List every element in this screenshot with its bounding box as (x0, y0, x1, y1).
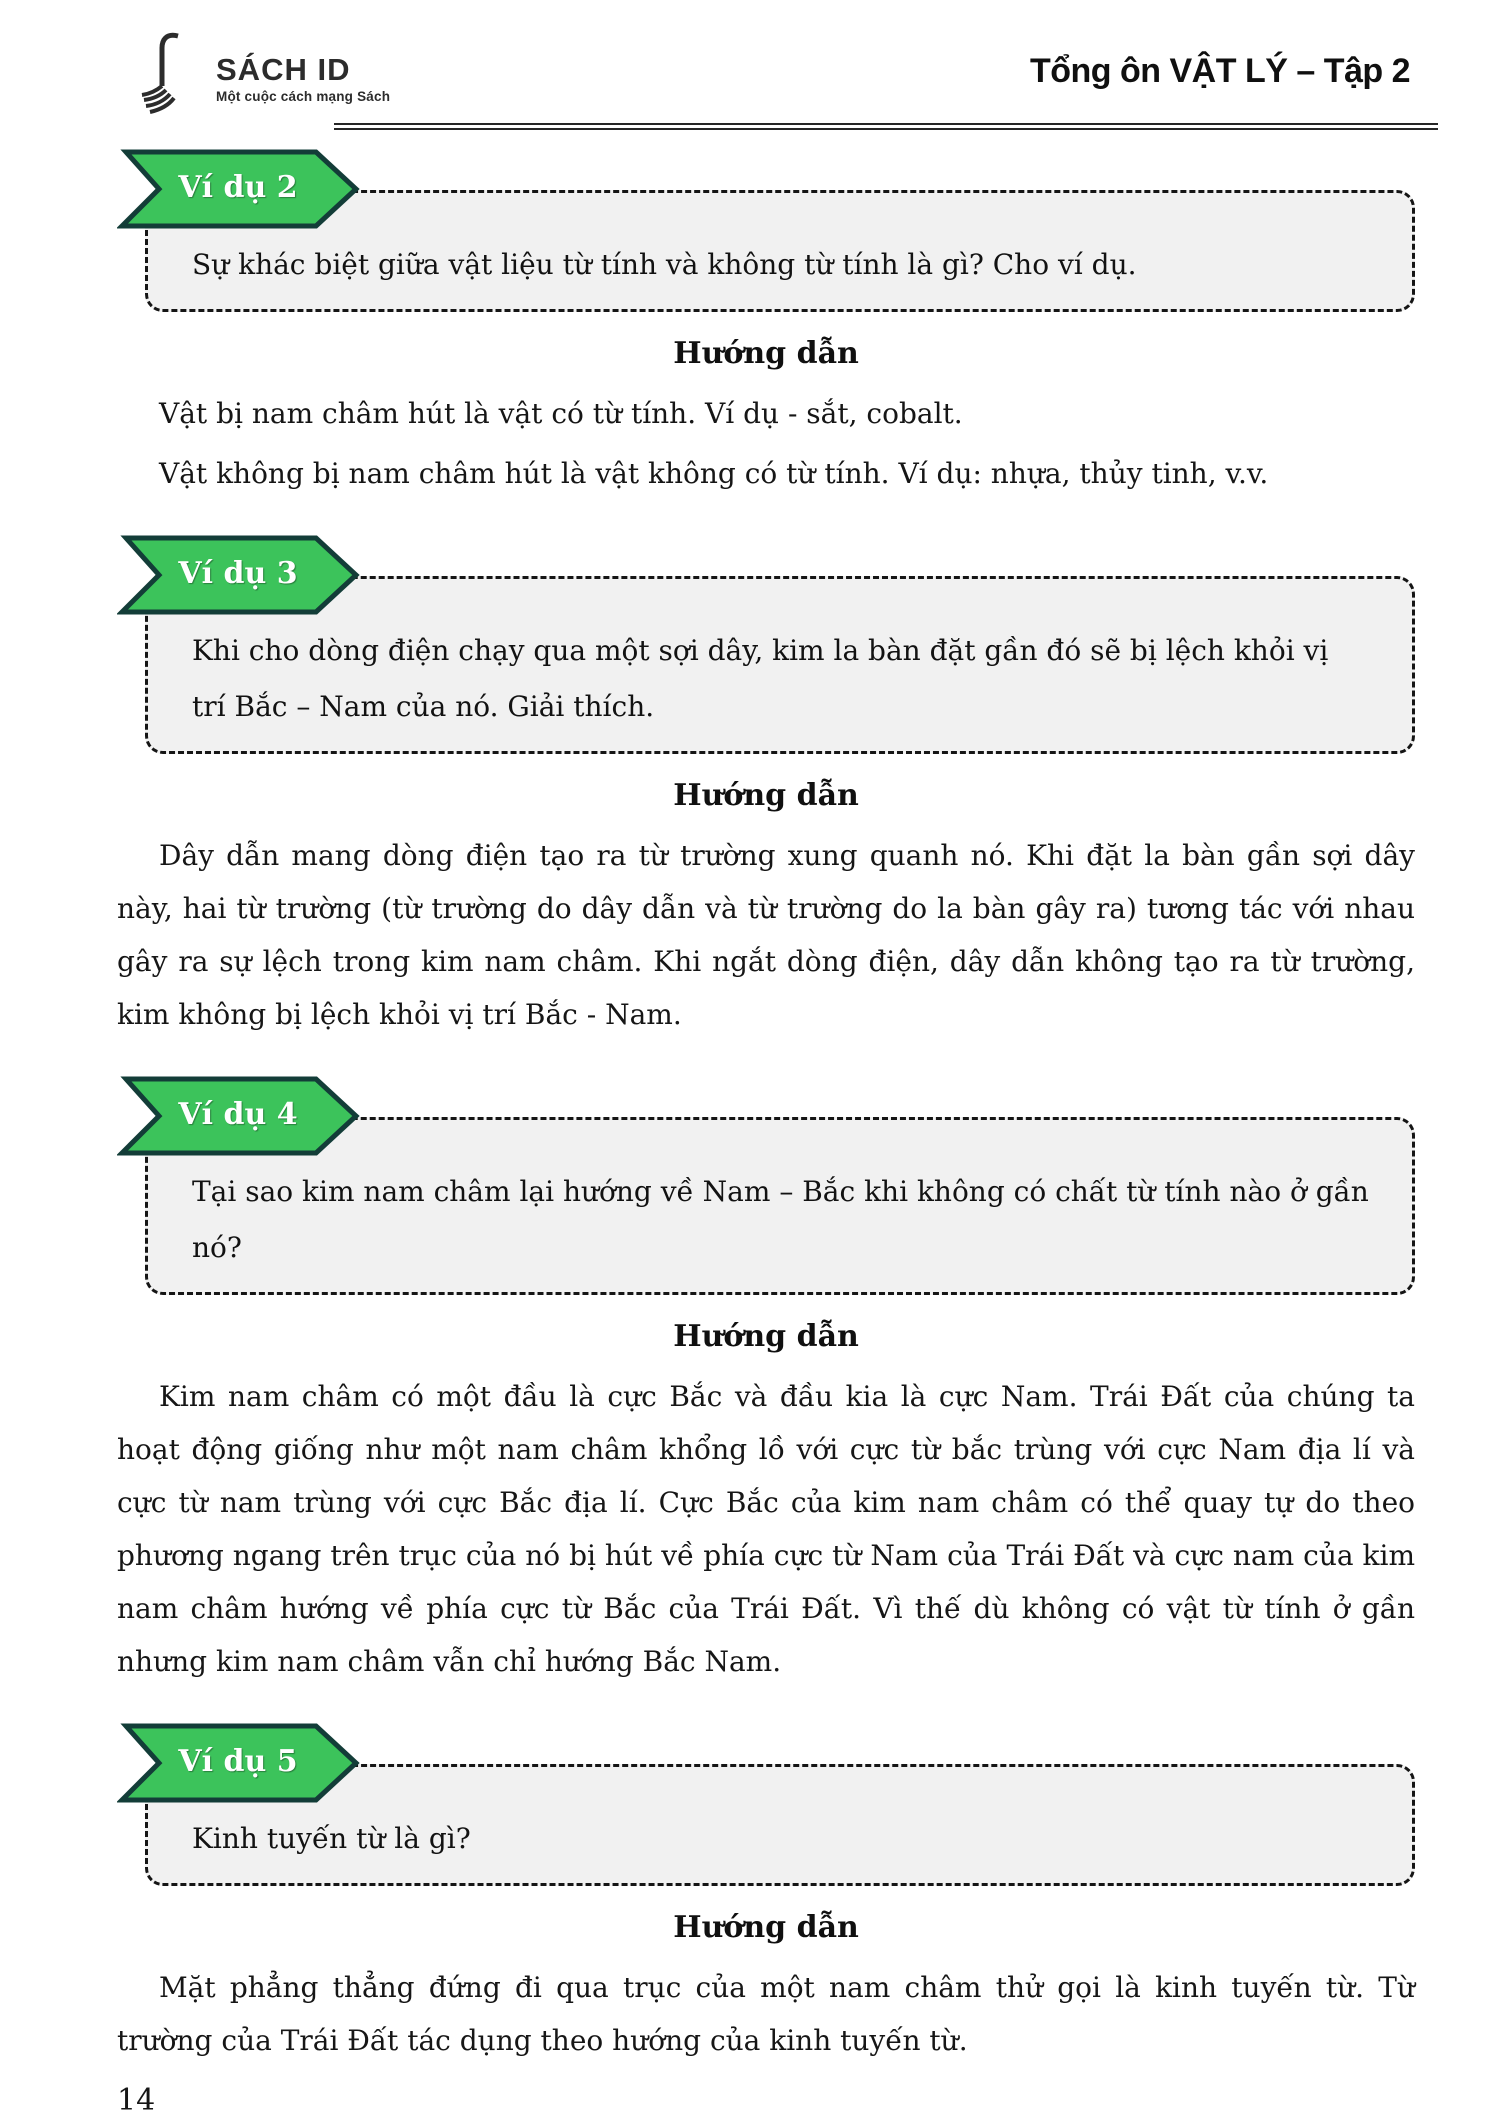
solution-paragraph: Vật bị nam châm hút là vật có từ tính. Ví dụ - sắt, cobalt. (159, 397, 963, 430)
question-text: Tại sao kim nam châm lại hướng về Nam – Bắc khi không có chất từ tính nào ở gần nó? (192, 1175, 1369, 1264)
solution-paragraph: Mặt phẳng thẳng đứng đi qua trục của một nam châm thử gọi là kinh tuyến từ. Từ trường của Trái Đất tác dụng theo hướng của kinh tuyến từ. (117, 1971, 1415, 2057)
question-text: Sự khác biệt giữa vật liệu từ tính và không từ tính là gì? Cho ví dụ. (192, 248, 1137, 281)
example-label: Ví dụ 3 (178, 555, 298, 591)
guide-heading: Hướng dẫn (673, 1910, 859, 1945)
example-banner (117, 148, 363, 230)
example-section-4 (117, 1075, 1415, 1295)
header-divider (334, 123, 1438, 130)
example-banner (117, 1075, 363, 1157)
question-text: Khi cho dòng điện chạy qua một sợi dây, kim la bàn đặt gần đó sẽ bị lệch khỏi vị trí Bắc – Nam của nó. Giải thích. (192, 634, 1329, 723)
example-banner (117, 534, 363, 616)
page-content (117, 148, 1415, 2126)
question-text: Kinh tuyến từ là gì? (192, 1822, 471, 1855)
guide-heading: Hướng dẫn (673, 336, 859, 371)
guide-heading: Hướng dẫn (673, 1319, 859, 1354)
publisher-logo (138, 28, 390, 114)
logo-subtitle: Một cuộc cách mạng Sách (216, 89, 391, 104)
example-section-3 (117, 534, 1415, 754)
logo-title: SÁCH ID (216, 52, 351, 87)
example-label: Ví dụ 4 (178, 1096, 298, 1132)
example-section-2 (117, 148, 1415, 312)
solution-paragraph: Vật không bị nam châm hút là vật không có từ tính. Ví dụ: nhựa, thủy tinh, v.v. (159, 457, 1269, 490)
example-banner (117, 1722, 363, 1804)
solution-paragraph: Dây dẫn mang dòng điện tạo ra từ trường xung quanh nó. Khi đặt la bàn gần sợi dây này, hai từ trường (từ trường do dây dẫn và từ trường do la bàn gây ra) tương tác với nhau gây ra sự lệch trong kim nam châm. Khi ngắt dòng điện, dây dẫn không tạo ra từ trường, kim không bị lệch khỏi vị trí Bắc - Nam. (117, 839, 1415, 1031)
page-header (0, 0, 1496, 136)
book-title: Tổng ôn VẬT LÝ – Tập 2 (1030, 52, 1410, 90)
example-section-5 (117, 1722, 1415, 1886)
guide-heading: Hướng dẫn (673, 778, 859, 813)
example-label: Ví dụ 2 (178, 169, 298, 205)
logo-text-block (216, 54, 390, 104)
open-book-icon (138, 28, 212, 114)
example-label: Ví dụ 5 (178, 1743, 298, 1779)
page-number: 14 (117, 2083, 156, 2118)
solution-paragraph: Kim nam châm có một đầu là cực Bắc và đầu kia là cực Nam. Trái Đất của chúng ta hoạt động giống như một nam châm khổng lồ với cực từ bắc trùng với cực Nam địa lí và cực từ nam trùng với cực Bắc địa lí. Cực Bắc của kim nam châm có thể quay tự do theo phương ngang trên trục của nó bị hút về phía cực từ Nam của Trái Đất và cực nam của kim nam châm hướng về phía cực từ Bắc của Trái Đất. Vì thế dù không có vật từ tính ở gần nhưng kim nam châm vẫn chỉ hướng Bắc Nam. (117, 1380, 1415, 1678)
